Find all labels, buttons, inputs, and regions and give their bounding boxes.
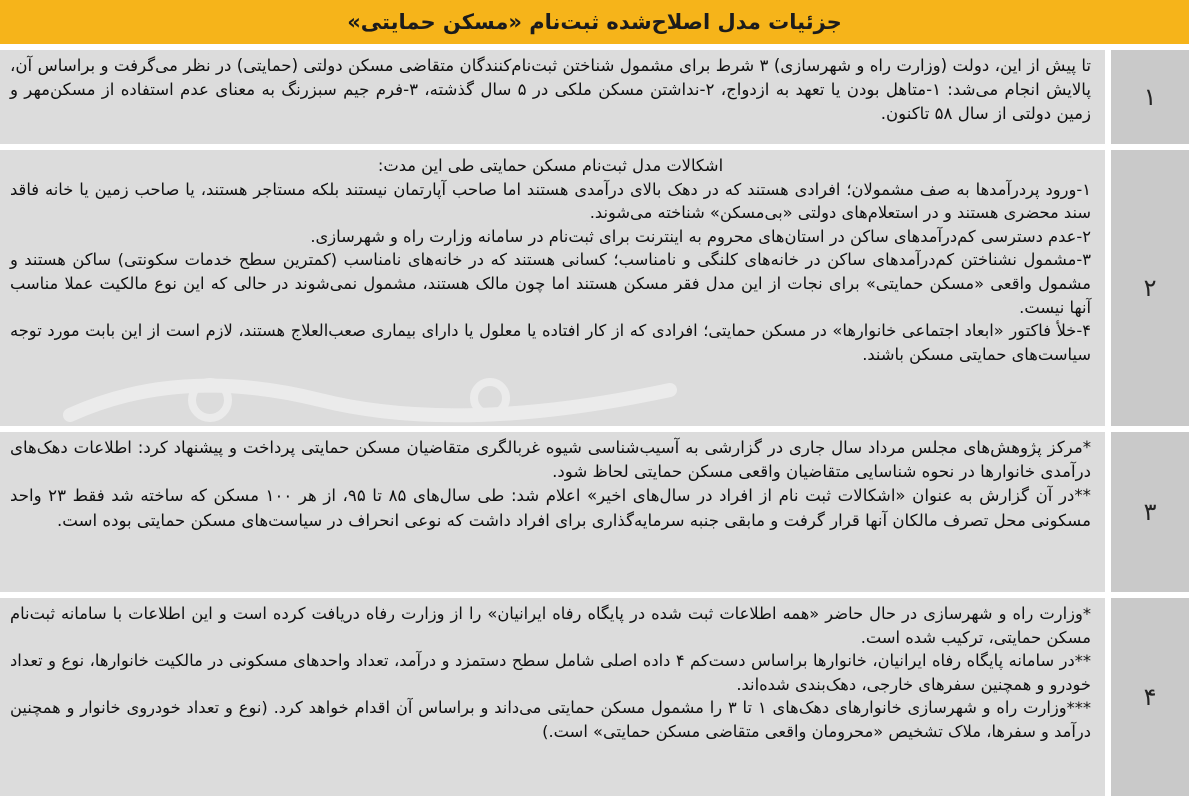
row-paragraph: ***وزارت راه و شهرسازی خانوارهای دهک‌های ۱ تا ۳ را مشمول مسکن حمایتی می‌داند و براساس آن اقدام خواهد کرد. (نوع و تعداد خودروی خانوار و همچنین درآمد و سفرها، ملاک تشخیص «محرومان واقعی متقاضی مسکن حمایتی» است.) xyxy=(10,698,1091,741)
row-number: ۲ xyxy=(1105,150,1189,426)
row-number: ۱ xyxy=(1105,50,1189,144)
table-row xyxy=(0,598,1189,796)
row-text xyxy=(0,432,1105,592)
row-paragraph: ۱-ورود پردرآمدها به صف مشمولان؛ افرادی هستند که در دهک بالای درآمدی هستند اما صاحب آپارتمان نیستند بلکه مستاجر هستند، یا صاحب زمین یا خانه فاقد سند محضری هستند و در استعلام‌های دولتی «بی‌مسکن» شناخته می‌شوند. xyxy=(10,179,1091,223)
row-paragraph: *مرکز پژوهش‌های مجلس مرداد سال جاری در گزارشی به آسیب‌شناسی شیوه غربالگری متقاضیان مسکن حمایتی پرداخت و پیشنهاد کرد: اطلاعات دهک‌های درآمدی خانوارها در نحوه شناسایی متقاضیان واقعی مسکن حمایتی لحاظ شود. xyxy=(10,438,1091,482)
row-number: ۴ xyxy=(1105,598,1189,796)
table-row xyxy=(0,150,1189,426)
row-paragraph: **در سامانه پایگاه رفاه ایرانیان، خانوارها براساس دست‌کم ۴ داده اصلی شامل سطح دستمزد و درآمد، تعداد واحدهای مسکونی در مالکیت خانوارها، نوع و تعداد خودرو و همچنین سفرهای خارجی، دهک‌بندی شده‌اند. xyxy=(10,651,1091,694)
row-text xyxy=(0,150,1105,426)
row-paragraph: ۳-مشمول نشناختن کم‌درآمدهای ساکن در خانه‌های کلنگی و نامناسب؛ کسانی هستند که در خانه‌های نامناسب (کمترین سطح خدمات سکونتی) ساکن هستند و مشمول واقعی «مسکن حمایتی» برای نجات از این مدل فقر مسکن هستند اما چون مالک هستند، مشمول نمی‌شوند در حالی که این نوع مالکیت عملا مناسب آنها نیست. xyxy=(10,250,1091,317)
row-text xyxy=(0,50,1105,144)
row-paragraph: *وزارت راه و شهرسازی در حال حاضر «همه اطلاعات ثبت شده در پایگاه رفاه ایرانیان» را از وزارت رفاه دریافت کرده است و این اطلاعات با سامانه ثبت‌نام مسکن حمایتی، ترکیب شده است. xyxy=(10,604,1091,647)
row-paragraph: ۲-عدم دسترسی کم‌درآمدهای ساکن در استان‌های محروم به اینترنت برای ثبت‌نام در سامانه وزارت راه و شهرسازی. xyxy=(310,226,1091,246)
table-title: جزئیات مدل اصلاح‌شده ثبت‌نام «مسکن حمایتی» xyxy=(0,0,1189,44)
row-paragraph: تا پیش از این، دولت (وزارت راه و شهرسازی) ۳ شرط برای مشمول شناختن ثبت‌نام‌کنندگان متقاضی مسکن دولتی (حمایتی) در نظر می‌گرفت و براساس آن، پالایش انجام می‌شد: ۱-متاهل بودن یا تعهد به ازدواج، ۲-نداشتن مسکن ملکی در ۵ سال گذشته، ۳-فرم جیم سبزرنگ به معنای عدم استفاده از مسکن‌مهر و زمین دولتی از سال ۵۸ تاکنون. xyxy=(10,56,1091,124)
table-row xyxy=(0,50,1189,144)
row-paragraph: **در آن گزارش به عنوان «اشکالات ثبت نام از افراد در سال‌های اخیر» اعلام شد: طی سال‌های ۸۵ تا ۹۵، از هر ۱۰۰ مسکن که ساخته شد فقط ۲۳ واحد مسکونی محل تصرف مالکان آنها قرار گرفت و مابقی جنبه سرمایه‌گذاری برای افراد داشت که نوعی انحراف در سیاست‌های مسکن حمایتی بوده است. xyxy=(10,486,1091,530)
table-rows xyxy=(0,50,1189,796)
table-row xyxy=(0,432,1189,592)
row-heading: اشکالات مدل ثبت‌نام مسکن حمایتی طی این مدت: xyxy=(377,156,724,175)
row-number: ۳ xyxy=(1105,432,1189,592)
row-paragraph: ۴-خلأ فاکتور «ابعاد اجتماعی خانوارها» در مسکن حمایتی؛ افرادی که از کار افتاده یا معلول یا دارای بیماری صعب‌العلاج هستند، لازم است از این بابت مورد توجه سیاست‌های حمایتی مسکن باشند. xyxy=(10,321,1091,364)
row-text xyxy=(0,598,1105,796)
